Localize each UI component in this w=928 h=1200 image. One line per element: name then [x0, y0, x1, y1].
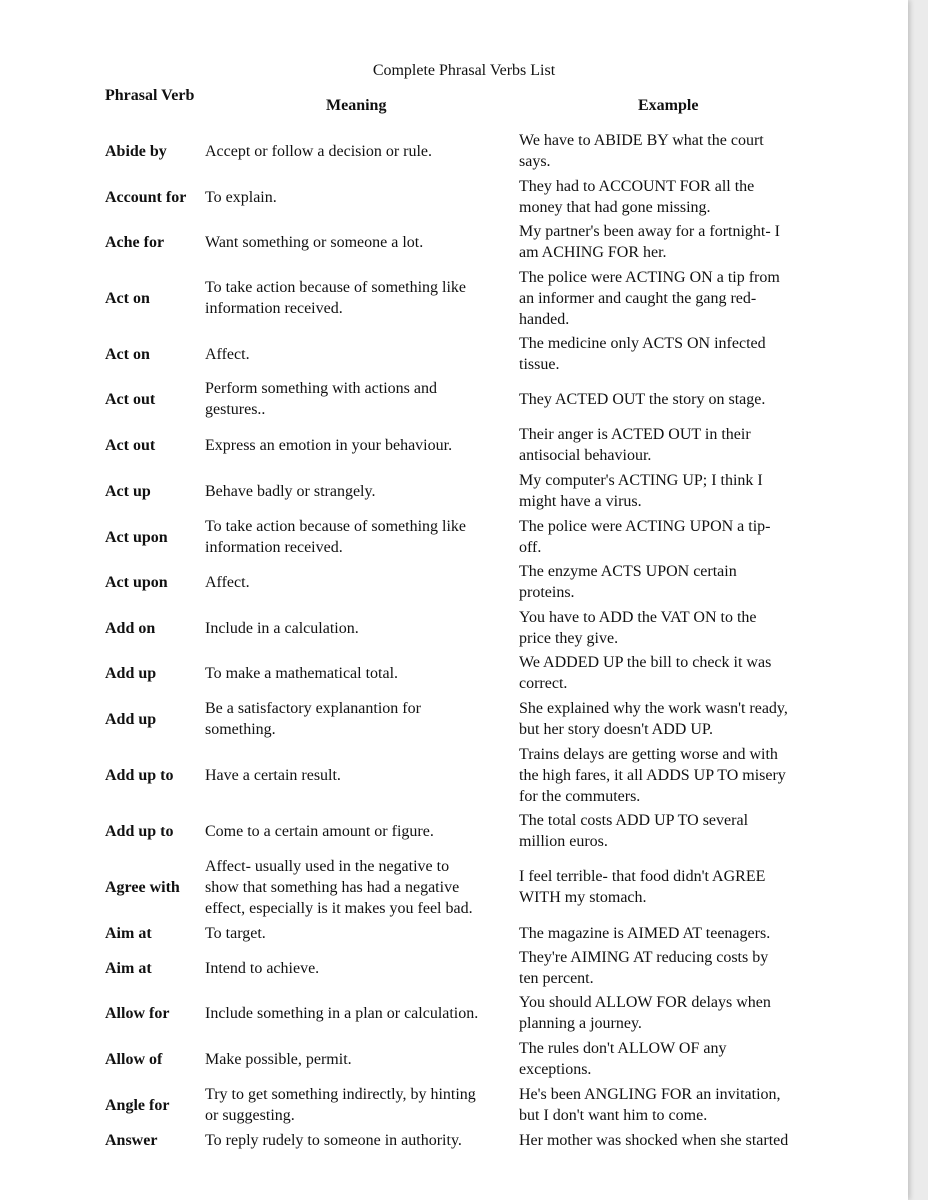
phrasal-verb-cell-line: Ache for [105, 233, 165, 251]
phrasal-verb-cell-line: Aim at [105, 924, 152, 942]
example-cell-line: but I don't want him to come. [519, 1107, 708, 1124]
example-cell [519, 221, 780, 263]
example-cell [519, 923, 770, 944]
meaning-cell [205, 378, 437, 420]
example-cell-line: might have a virus. [519, 493, 642, 510]
phrasal-verb-cell-line: Act upon [105, 528, 168, 546]
phrasal-verb-cell [105, 821, 173, 842]
example-cell-line: Her mother was shocked when she started [519, 1131, 789, 1149]
phrasal-verb-cell-line: Add up to [105, 822, 174, 840]
column-header-example: Example [638, 97, 699, 114]
example-cell-line: am ACHING FOR her. [519, 244, 667, 261]
meaning-cell-line: information received. [205, 300, 343, 317]
meaning-cell [205, 1049, 352, 1070]
meaning-cell-line: Try to get something indirectly, by hinting [205, 1086, 476, 1103]
example-cell-line: We ADDED UP the bill to check it was [519, 654, 772, 671]
example-cell-line: The enzyme ACTS UPON certain [519, 563, 737, 580]
example-cell-line: The magazine is AIMED AT teenagers. [519, 924, 771, 942]
meaning-cell-line: Come to a certain amount or figure. [205, 822, 434, 840]
example-cell-line: antisocial behaviour. [519, 447, 652, 464]
phrasal-verb-cell-line: Aim at [105, 959, 152, 977]
phrasal-verb-cell [105, 958, 152, 979]
phrasal-verb-cell [105, 389, 155, 410]
example-cell [519, 698, 788, 740]
phrasal-verb-cell [105, 572, 168, 593]
example-cell [519, 267, 780, 330]
meaning-cell [205, 516, 466, 558]
example-cell [519, 130, 764, 172]
example-cell-line: Their anger is ACTED OUT in their [519, 426, 751, 443]
example-cell-line: We have to ABIDE BY what the court [519, 132, 764, 149]
phrasal-verb-cell-line: Act upon [105, 573, 168, 591]
phrasal-verb-cell [105, 1049, 162, 1070]
meaning-cell [205, 1084, 476, 1126]
column-header-meaning: Meaning [326, 97, 387, 114]
meaning-cell [205, 618, 359, 639]
phrasal-verb-cell [105, 877, 180, 898]
example-cell-line: handed. [519, 310, 570, 328]
example-cell-line: The total costs ADD UP TO several [519, 812, 749, 829]
meaning-cell-line: show that something has had a negative [205, 878, 460, 896]
phrasal-verb-cell-line: Act out [105, 436, 156, 454]
meaning-cell-line: Have a certain result. [205, 766, 341, 784]
meaning-cell [205, 698, 421, 740]
meaning-cell-line: Express an emotion in your behaviour. [205, 436, 453, 454]
phrasal-verb-cell-line: Add up [105, 710, 157, 728]
phrasal-verb-cell [105, 344, 150, 365]
meaning-cell-line: Include in a calculation. [205, 619, 359, 637]
example-cell-line: They ACTED OUT the story on stage. [519, 390, 766, 408]
phrasal-verb-cell-line: Angle for [105, 1096, 170, 1114]
phrasal-verb-cell-line: Act on [105, 345, 150, 363]
meaning-cell-line: Include something in a plan or calculation. [205, 1004, 479, 1022]
example-cell-line: tissue. [519, 356, 560, 373]
meaning-cell-line: Be a satisfactory explanantion for [205, 700, 421, 717]
meaning-cell [205, 923, 266, 944]
example-cell-line: WITH my stomach. [519, 889, 647, 906]
example-cell [519, 470, 763, 512]
phrasal-verb-cell [105, 765, 173, 786]
example-cell-line: You should ALLOW FOR delays when [519, 994, 771, 1011]
example-cell-line: price they give. [519, 630, 619, 647]
meaning-cell-line: or suggesting. [205, 1107, 295, 1124]
meaning-cell-line: Affect. [205, 573, 250, 591]
example-cell-line: The police were ACTING ON a tip from [519, 268, 780, 286]
example-cell-line: She explained why the work wasn't ready, [519, 700, 788, 717]
meaning-cell [205, 572, 250, 593]
phrasal-verb-cell-line: Abide by [105, 142, 167, 160]
meaning-cell-line: Behave badly or strangely. [205, 482, 376, 500]
meaning-cell-line: Intend to achieve. [205, 959, 320, 977]
phrasal-verb-cell [105, 663, 156, 684]
example-cell [519, 424, 751, 466]
meaning-cell-line: To take action because of something like [205, 518, 467, 535]
meaning-cell-line: information received. [205, 539, 343, 556]
phrasal-verb-cell [105, 1095, 169, 1116]
meaning-cell-line: Affect- usually used in the negative to [205, 857, 450, 875]
document-title: Complete Phrasal Verbs List [372, 62, 556, 79]
phrasal-verb-cell-line: Account for [105, 188, 187, 206]
example-cell-line: says. [519, 153, 551, 170]
example-cell [519, 561, 737, 603]
example-cell-line: proteins. [519, 584, 575, 601]
meaning-cell [205, 765, 341, 786]
example-cell-line: exceptions. [519, 1061, 592, 1078]
example-cell-line: The police were ACTING UPON a tip- [519, 518, 771, 535]
example-cell-line: The rules don't ALLOW OF any [519, 1040, 727, 1057]
example-cell [519, 1084, 781, 1126]
meaning-cell-line: Perform something with actions and [205, 380, 437, 397]
example-cell-line: but her story doesn't ADD UP. [519, 721, 713, 738]
example-cell-line: My partner's been away for a fortnight- I [519, 223, 781, 240]
phrasal-verb-cell-line: Agree with [105, 878, 180, 896]
example-cell [519, 992, 771, 1034]
phrasal-verb-cell [105, 709, 156, 730]
example-cell-line: They're AIMING AT reducing costs by [519, 949, 769, 966]
meaning-cell [205, 232, 423, 253]
meaning-cell [205, 481, 375, 502]
example-cell [519, 810, 748, 852]
meaning-cell-line: Accept or follow a decision or rule. [205, 142, 433, 160]
phrasal-verb-cell [105, 232, 164, 253]
meaning-cell-line: To target. [205, 924, 266, 942]
example-cell-line: money that had gone missing. [519, 199, 711, 216]
example-cell-line: The medicine only ACTS ON infected [519, 335, 766, 352]
meaning-cell [205, 856, 473, 919]
phrasal-verb-cell-line: Add up [105, 664, 157, 682]
example-cell-line: correct. [519, 675, 568, 692]
example-cell [519, 389, 765, 410]
phrasal-verb-cell-line: Allow of [105, 1050, 163, 1068]
phrasal-verb-cell-line: Act on [105, 289, 150, 307]
example-cell [519, 516, 771, 558]
meaning-cell [205, 187, 277, 208]
meaning-cell [205, 141, 432, 162]
phrasal-verb-cell [105, 288, 150, 309]
meaning-cell-line: Affect. [205, 345, 250, 363]
example-cell-line: You have to ADD the VAT ON to the [519, 609, 757, 626]
example-cell [519, 744, 786, 807]
meaning-cell [205, 1130, 462, 1151]
example-cell [519, 1038, 726, 1080]
phrasal-verb-cell-line: Answer [105, 1131, 158, 1149]
example-cell-line: My computer's ACTING UP; I think I [519, 472, 763, 489]
example-cell [519, 652, 771, 694]
meaning-cell-line: To make a mathematical total. [205, 664, 399, 682]
phrasal-verb-cell [105, 435, 155, 456]
phrasal-verb-cell [105, 141, 167, 162]
phrasal-verb-cell-line: Act up [105, 482, 151, 500]
phrasal-verb-cell [105, 481, 151, 502]
phrasal-verb-cell [105, 187, 186, 208]
example-cell [519, 176, 754, 218]
meaning-cell-line: To reply rudely to someone in authority. [205, 1131, 462, 1149]
meaning-cell-line: To take action because of something like [205, 279, 467, 296]
phrasal-verb-cell [105, 1003, 169, 1024]
phrasal-verb-cell-line: Add up to [105, 766, 174, 784]
example-cell [519, 333, 766, 375]
example-cell-line: the high fares, it all ADDS UP TO misery [519, 766, 786, 784]
meaning-cell-line: To explain. [205, 188, 277, 206]
meaning-cell [205, 958, 319, 979]
column-header-phrasal-verb: Phrasal Verb [105, 87, 195, 104]
example-cell-line: ten percent. [519, 970, 594, 987]
phrasal-verb-cell [105, 618, 155, 639]
phrasal-verb-cell [105, 527, 168, 548]
meaning-cell-line: Make possible, permit. [205, 1050, 352, 1068]
example-cell-line: I feel terrible- that food didn't AGREE [519, 868, 766, 885]
meaning-cell [205, 277, 466, 319]
meaning-cell [205, 821, 434, 842]
meaning-cell-line: effect, especially is it makes you feel bad. [205, 899, 473, 917]
phrasal-verb-cell-line: Allow for [105, 1004, 170, 1022]
phrasal-verb-cell-line: Act out [105, 390, 156, 408]
example-cell-line: planning a journey. [519, 1015, 642, 1032]
example-cell [519, 1130, 788, 1151]
meaning-cell-line: gestures.. [205, 401, 266, 418]
meaning-cell [205, 435, 452, 456]
example-cell-line: million euros. [519, 833, 608, 850]
example-cell-line: off. [519, 539, 542, 556]
meaning-cell [205, 663, 398, 684]
example-cell [519, 947, 768, 989]
example-cell [519, 607, 757, 649]
example-cell-line: Trains delays are getting worse and with [519, 745, 778, 763]
meaning-cell-line: Want something or someone a lot. [205, 233, 424, 251]
meaning-cell [205, 1003, 478, 1024]
phrasal-verb-cell-line: Add on [105, 619, 156, 637]
example-cell [519, 866, 765, 908]
example-cell-line: They had to ACCOUNT FOR all the [519, 178, 755, 195]
example-cell-line: He's been ANGLING FOR an invitation, [519, 1086, 781, 1103]
phrasal-verb-cell [105, 1130, 157, 1151]
meaning-cell-line: something. [205, 721, 276, 738]
phrasal-verb-cell [105, 923, 152, 944]
example-cell-line: an informer and caught the gang red- [519, 289, 757, 307]
example-cell-line: for the commuters. [519, 787, 641, 805]
meaning-cell [205, 344, 250, 365]
